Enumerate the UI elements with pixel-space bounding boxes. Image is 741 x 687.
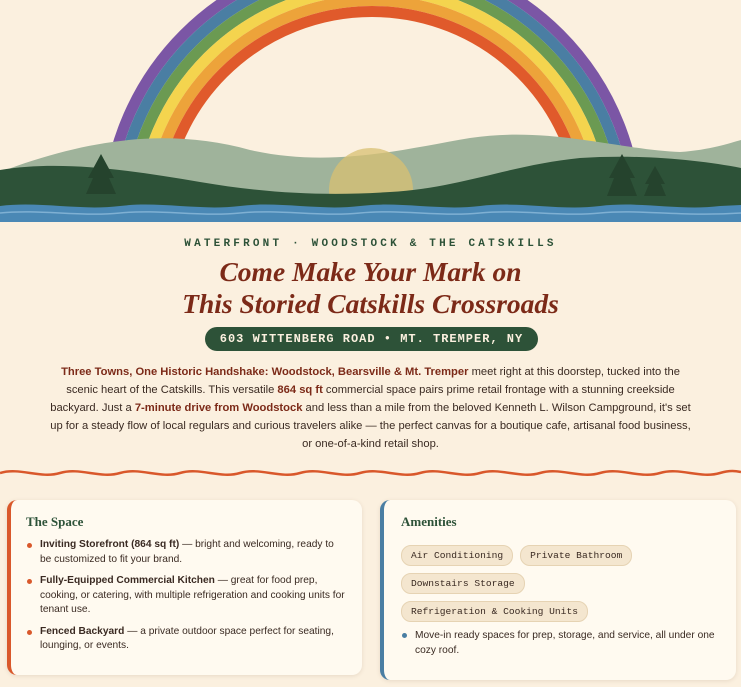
- space-item-text: — bright and welcoming, ready to be customized to fit your brand.: [40, 539, 334, 565]
- title-line-2: This Storied Catskills Crossroads: [182, 288, 559, 319]
- intro-text-3: and less than a mile from the beloved Kenneth L. Wilson Campground, it's set up for a steady flow of local regulars and curious travelers alike — the perfect canvas for a boutique cafe, artisanal food business, or one-of-a-kind retail shop.: [50, 402, 691, 450]
- amenities-note: [401, 628, 721, 658]
- space-item-storefront: [26, 538, 346, 567]
- page-title: [0, 256, 741, 320]
- bullet-icon: [402, 633, 407, 638]
- space-item-backyard: [26, 625, 346, 654]
- space-item-title: Fenced Backyard: [40, 625, 125, 637]
- space-item-title: Fully-Equipped Commercial Kitchen: [40, 575, 215, 586]
- eyebrow-text: WATERFRONT · WOODSTOCK & THE CATSKILLS: [184, 238, 557, 250]
- space-item-kitchen: [26, 574, 346, 618]
- intro-text-1: meet right at this doorstep, tucked into the scenic heart of the Catskills. This versatile: [66, 366, 680, 396]
- bullet-icon: [27, 579, 32, 584]
- bullet-icon: [27, 543, 32, 548]
- space-card: [7, 500, 362, 675]
- rainbow-landscape-graphic: [0, 0, 741, 222]
- space-item-text: — great for food prep, cooking, or catering, with multiple refrigeration and cooking units for tenant use.: [40, 575, 345, 615]
- amenity-tag-refrigeration: Refrigeration & Cooking Units: [401, 601, 588, 622]
- space-item-title: Inviting Storefront (864 sq ft): [40, 539, 180, 550]
- amenity-tag-air-conditioning: Air Conditioning: [401, 545, 513, 566]
- intro-lead-bold: Three Towns, One Historic Handshake: Woodstock, Bearsville & Mt. Tremper: [61, 366, 469, 378]
- space-heading: The Space: [26, 514, 84, 529]
- title-line-1: Come Make Your Mark on: [219, 256, 522, 287]
- wavy-divider: [0, 465, 741, 481]
- intro-text-2: commercial space pairs prime retail frontage with a stunning creekside backyard. Just a: [50, 384, 675, 414]
- amenities-card: [380, 500, 736, 680]
- space-item-text: — a private outdoor space perfect for seating, lounging, or events.: [40, 625, 334, 651]
- amenities-note-text: Move-in ready spaces for prep, storage, and service, all under one cozy roof.: [415, 630, 715, 656]
- intro-size-bold: 864 sq ft: [277, 384, 323, 396]
- amenity-tags: [401, 545, 721, 629]
- amenity-tag-private-bathroom: Private Bathroom: [520, 545, 632, 566]
- amenities-note-list: [401, 628, 721, 658]
- hero-illustration: [0, 0, 741, 222]
- bullet-icon: [27, 630, 32, 635]
- intro-paragraph: [44, 363, 697, 453]
- amenity-tag-downstairs-storage: Downstairs Storage: [401, 573, 525, 594]
- address-badge: 603 WITTENBERG ROAD • MT. TREMPER, NY: [205, 327, 538, 351]
- space-list: [26, 538, 346, 661]
- intro-drive-bold: 7-minute drive from Woodstock: [134, 402, 303, 414]
- amenities-heading: Amenities: [401, 514, 457, 529]
